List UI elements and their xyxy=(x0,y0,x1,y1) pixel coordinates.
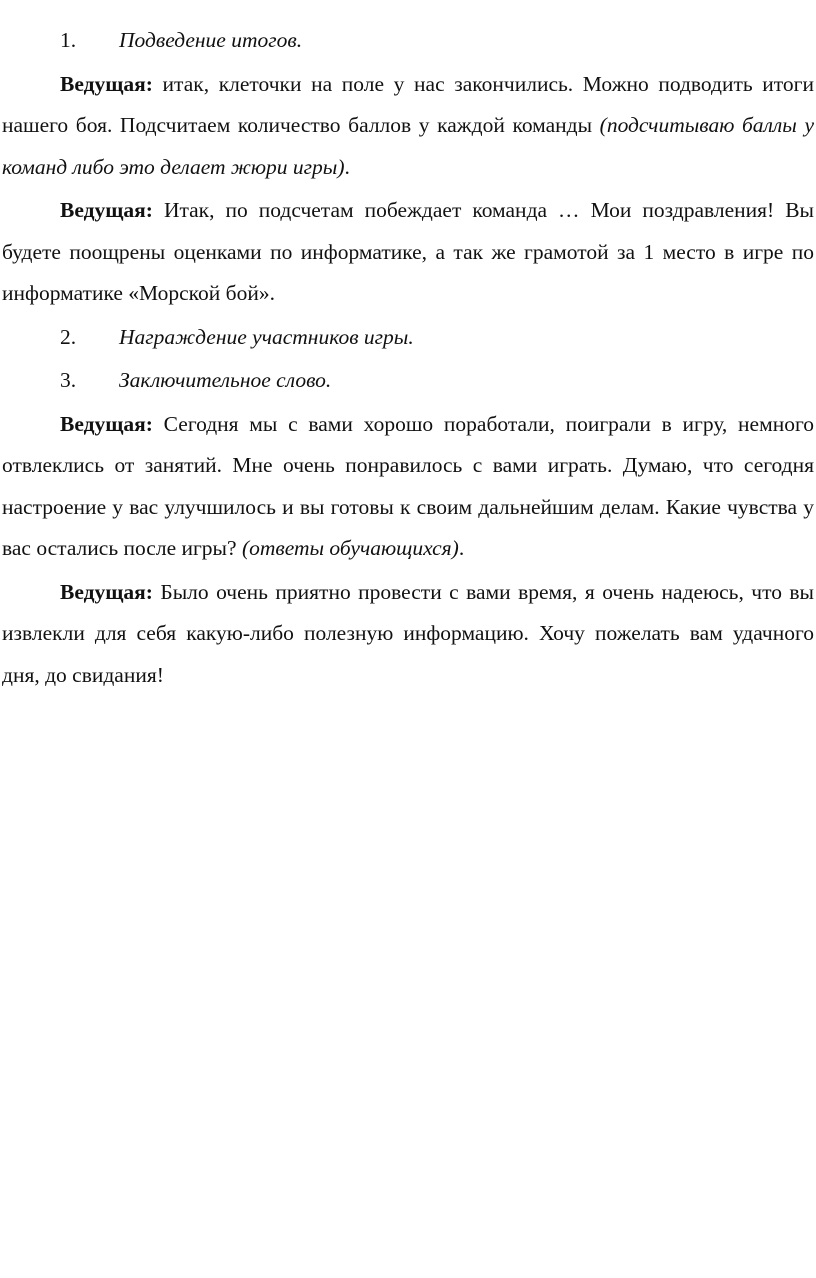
document-body xyxy=(2,20,814,698)
speaker-label: Ведущая: xyxy=(60,411,153,436)
paragraph-text: Было очень приятно провести с вами время, я очень надеюсь, что вы извлекли для себя какую-либо полезную информацию. Хочу пожелать вам удачного дня, до свидания! xyxy=(2,579,815,687)
list-number: 3. xyxy=(60,368,77,392)
stage-note: (ответы обучающихся) xyxy=(241,536,459,560)
paragraph-reflection xyxy=(2,404,814,570)
speaker-label: Ведущая: xyxy=(60,71,153,96)
list-text: Заключительное слово. xyxy=(119,368,332,392)
paragraph-text: Сегодня мы с вами хорошо поработали, поиграли в игру, немного отвлеклись от занятий. Мне очень понравилось с вами играть. Думаю, что сегодня настроение у вас улучшилось и вы готовы к своим дальнейшим делам. Какие чувства у вас остались после игры? xyxy=(2,411,814,560)
paragraph-tail: . xyxy=(344,154,350,179)
speaker-label: Ведущая: xyxy=(60,579,153,604)
list-item-closing xyxy=(2,360,814,402)
paragraph-tail: . xyxy=(458,536,465,560)
paragraph-text: итак, клеточки на поле у нас закончились. Можно подводить итоги нашего боя. Подсчитаем количество баллов у каждой команды xyxy=(2,71,814,137)
list-number: 2. xyxy=(60,324,77,349)
list-item-awards xyxy=(2,317,814,359)
paragraph-farewell xyxy=(2,572,814,697)
paragraph-results-intro xyxy=(2,64,814,189)
stage-note: (подсчитываю баллы у команд либо это делает жюри игры) xyxy=(2,113,814,179)
paragraph-winner xyxy=(2,190,814,315)
list-number: 1. xyxy=(60,28,77,52)
list-text: Награждение участников игры. xyxy=(119,324,414,349)
paragraph-text: Итак, по подсчетам побеждает команда … Мои поздравления! Вы будете поощрены оценками по информатике, а так же грамотой за 1 место в игре по информатике «Морской бой». xyxy=(2,198,815,305)
list-text: Подведение итогов. xyxy=(119,28,303,52)
speaker-label: Ведущая: xyxy=(60,198,153,222)
list-item-summary xyxy=(2,20,814,62)
